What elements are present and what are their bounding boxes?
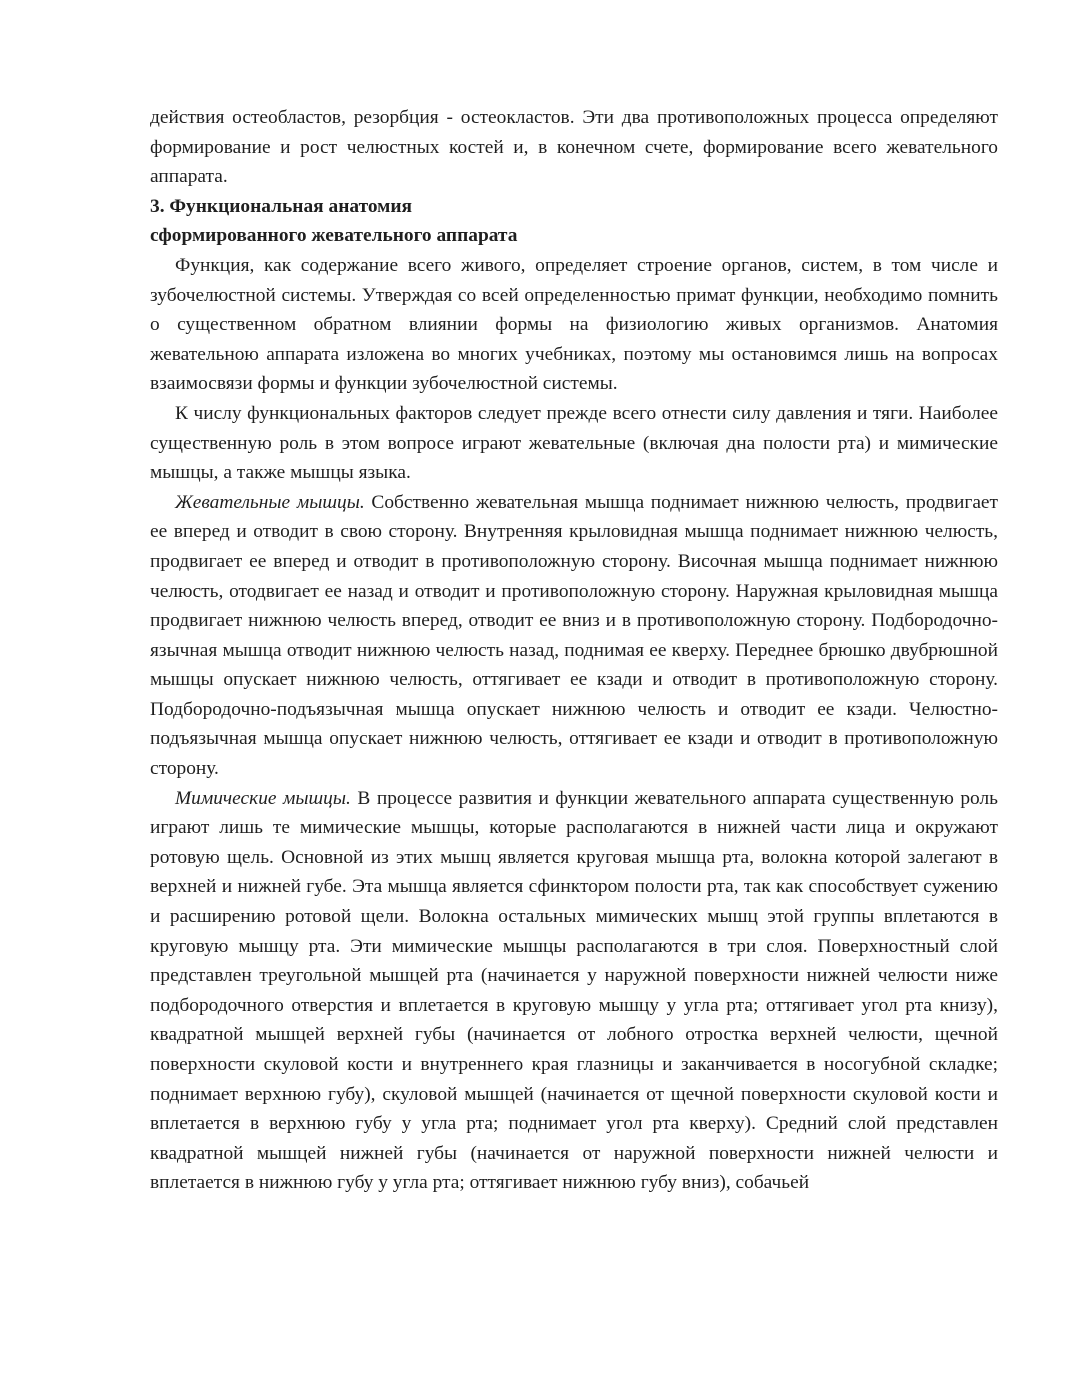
paragraph-function: Функция, как содержание всего живого, определяет строение органов, систем, в том числе и зубочелюстной системы. Утверждая со всей определенностью примат функции, необходимо помнить о существенном обратном влиянии формы на физиологию живых организмов. Анатомия жевательною аппарата изложена во многих учебниках, поэтому мы остановимся лишь на вопросах взаимосвязи формы и функции зубочелюстной системы. — [150, 254, 998, 395]
mimic-muscles-text: В процессе развития и функции жевательного аппарата существенную роль играют лишь те мимические мышцы, которые располагаются в нижней части лица и окружают ротовую щель. Основной из этих мышц является круговая мышца рта, волокна которой залегают в верхней и нижней губе. Эта мышца является сфинктором полости рта, так как способствует сужению и расширению ротовой щели. Волокна остальных мимических мышц этой группы вплетаются в круговую мышцу рта. Эти мимические мышцы располагаются в три слоя. Поверхностный слой представлен треугольной мышцей рта (начинается у наружной поверхности нижней челюсти ниже подбородочного отверстия и вплетается в круговую мышцу у угла рта; оттягивает угол рта книзу), квадратной мышцей верхней губы (начинается от лобного отростка верхней челюсти, щечной поверхности скуловой кости и внутреннего края глазницы и заканчивается в носогубной складке; поднимает верхнюю губу), скуловой мышцей (начинается от щечной поверхности скуловой кости и вплетается в верхнюю губу у угла рта; поднимает угол рта кверху). Средний слой представлен квадратной мышцей нижней губы (начинается от наружной поверхности нижней челюсти и вплетается в нижнюю губу у угла рта; оттягивает нижнюю губу вниз), собачьей — [150, 787, 998, 1194]
paragraph-masticatory-muscles — [150, 488, 998, 784]
document-page — [150, 103, 998, 1198]
masticatory-muscles-text: Собственно жевательная мышца поднимает нижнюю челюсть, продвигает ее вперед и отводит в свою сторону. Внутренняя крыловидная мышца поднимает нижнюю челюсть, продвигает ее вперед и отводит в противоположную сторону. Височная мышца поднимает нижнюю челюсть, отодвигает ее назад и отводит и противоположную сторону. Наружная крыловидная мышца продвигает нижнюю челюсть вперед, отводит ее вниз и в противоположную сторону. Подбородочно-язычная мышца отводит нижнюю челюсть назад, поднимая ее кверху. Переднее брюшко двубрюшной мышцы опускает нижнюю челюсть, оттягивает ее кзади и отводит в противоположную сторону. Подбородочно-подъязычная мышца опускает нижнюю челюсть и отводит ее кзади. Челюстно-подъязычная мышца опускает нижнюю челюсть, оттягивает ее кзади и отводит в противоположную сторону. — [150, 491, 999, 780]
intro-paragraph: действия остеобластов, резорбция - остеокластов. Эти два противоположных процесса определяют формирование и рост челюстных костей и, в конечном счете, формирование всего жевательного аппарата. — [150, 107, 998, 188]
section-heading-line-1: 3. Функциональная анатомия — [150, 195, 413, 217]
mimic-muscles-lead: Мимические мышцы. — [175, 787, 351, 809]
section-heading-line-2: сформированного жевательного аппарата — [150, 225, 518, 247]
masticatory-muscles-lead: Жевательные мышцы. — [175, 491, 365, 513]
paragraph-functional-factors: К числу функциональных факторов следует прежде всего отнести силу давления и тяги. Наиболее существенную роль в этом вопросе играют жевательные (включая дна полости рта) и мимические мышцы, а также мышцы языка. — [150, 402, 998, 484]
paragraph-mimic-muscles — [150, 784, 998, 1198]
